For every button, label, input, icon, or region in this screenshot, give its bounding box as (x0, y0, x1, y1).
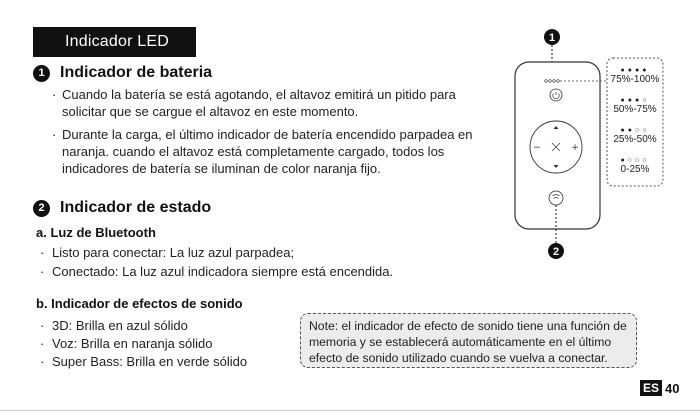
section-title-text: Indicador de estado (60, 199, 212, 216)
note-label: Note: (309, 319, 339, 333)
battery-level-2 (604, 97, 666, 115)
section-number: 2 (33, 200, 50, 217)
battery-dots-icon: ●●●● (620, 67, 650, 74)
battery-level-3 (604, 127, 666, 145)
bluetooth-item-text: Conectado: La luz azul indicadora siempre está encendida. (52, 264, 394, 279)
language-badge: ES (640, 380, 662, 396)
minus-icon: − (533, 143, 541, 153)
bullet-text: Cuando la batería se está agotando, el altavoz emitirá un pitido para solicitar que se cargue el altavoz en este momento. (62, 87, 456, 119)
sound-item-3 (40, 354, 247, 369)
sound-effects-title: b. Indicador de efectos de sonido (36, 296, 243, 311)
sound-item-text: Voz: Brilla en naranja sólido (52, 336, 213, 351)
section-title-status (33, 199, 211, 217)
bluetooth-title: a. Luz de Bluetooth (36, 225, 156, 240)
bluetooth-item-text: Listo para conectar: La luz azul parpadea; (52, 245, 295, 260)
section-number: 1 (33, 65, 50, 82)
speaker-diagram-svg (500, 20, 680, 270)
battery-dots-icon: ●●○○ (620, 127, 650, 134)
speaker-illustration (500, 20, 680, 270)
bullet-dot: · (52, 87, 57, 102)
callout-marker-2: 2 (552, 246, 560, 258)
bullet-text: Durante la carga, el último indicador de batería encendido parpadea en naranja. cuando el altavoz está completamente cargado, todos los indicadores de batería se iluminan de color naranja fijo. (62, 127, 473, 176)
sound-item-text: 3D: Brilla en azul sólido (52, 318, 188, 333)
battery-level-label: 75%-100% (610, 74, 660, 85)
battery-level-label: 0-25% (620, 164, 650, 175)
bullet-dot: · (40, 245, 45, 260)
battery-dots-icon: ●○○○ (620, 157, 650, 164)
note-box (300, 313, 637, 368)
battery-level-label: 50%-75% (613, 104, 657, 115)
battery-bullet-1 (52, 86, 482, 120)
sound-item-1 (40, 318, 188, 333)
bullet-dot: · (40, 336, 45, 351)
bullet-dot: · (40, 264, 45, 279)
battery-level-4 (604, 157, 666, 175)
bullet-dot: · (40, 354, 45, 369)
page-number-value: 40 (665, 380, 680, 396)
bottom-divider (0, 410, 700, 411)
callout-marker-1: 1 (548, 32, 556, 44)
sound-item-text: Super Bass: Brilla en verde sólido (52, 354, 248, 369)
plus-icon: + (571, 143, 579, 153)
bullet-dot: · (52, 127, 57, 142)
battery-dots-icon: ●●●○ (620, 97, 650, 104)
page-number (640, 380, 679, 396)
section-title-battery (33, 64, 212, 82)
section-title-text: Indicador de bateria (60, 64, 213, 81)
battery-bullet-2 (52, 126, 482, 177)
sound-item-2 (40, 336, 212, 351)
battery-level-1 (604, 67, 666, 85)
header-title: Indicador LED (33, 27, 196, 57)
bullet-dot: · (40, 318, 45, 333)
battery-level-label: 25%-50% (613, 134, 657, 145)
note-text: el indicador de efecto de sonido tiene una función de memoria y se establecerá automáticamente en el último efecto de sonido utilizado cuando se vuelva a conectar. (309, 319, 627, 365)
bluetooth-item-2 (40, 264, 393, 279)
bluetooth-item-1 (40, 245, 294, 260)
